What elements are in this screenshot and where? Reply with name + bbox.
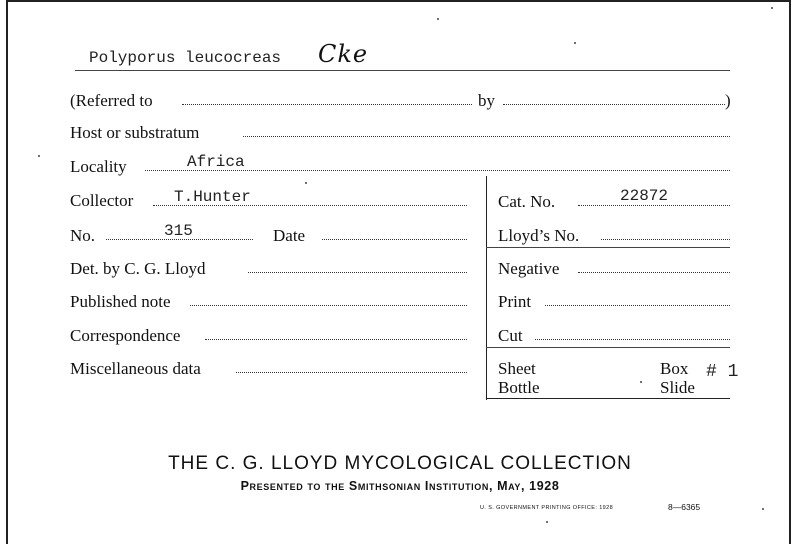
correspondence-field: [205, 339, 467, 340]
locality-value: Africa: [187, 153, 245, 171]
scan-speck: [771, 7, 773, 9]
by-field: [503, 104, 725, 105]
catalog-box-left: [486, 176, 487, 400]
lloyds-no-label: Lloyd’s No.: [498, 226, 580, 245]
cat-no-value: 22872: [620, 187, 669, 205]
species-name: Polyporus leucocreas: [89, 49, 282, 67]
locality-field: [145, 170, 730, 171]
scan-speck: [640, 381, 642, 383]
locality-label: Locality: [70, 157, 127, 176]
cat-no-field: [578, 205, 730, 206]
correspondence-label: Correspondence: [70, 326, 181, 345]
misc-data-label: Miscellaneous data: [70, 359, 201, 378]
by-label: by: [478, 91, 495, 110]
det-by-field: [248, 272, 467, 273]
collector-value: T.Hunter: [174, 188, 251, 206]
scan-speck: [762, 508, 764, 510]
lloyds-divider: [486, 247, 730, 248]
scan-speck: [305, 182, 307, 184]
scan-speck: [546, 521, 548, 523]
print-label: Print: [498, 292, 532, 311]
slide-label: Slide: [660, 378, 695, 397]
referred-to-field: [182, 104, 472, 105]
printer-imprint: U. S. GOVERNMENT PRINTING OFFICE: 1928: [480, 505, 614, 511]
cut-label: Cut: [498, 326, 523, 345]
scan-speck: [38, 155, 40, 157]
date-field: [322, 239, 467, 240]
published-note-field: [190, 305, 467, 306]
collector-label: Collector: [70, 191, 134, 210]
no-value: 315: [164, 222, 193, 240]
no-label: No.: [70, 226, 96, 245]
form-number: 8—6365: [668, 502, 701, 512]
card-top-edge: [6, 0, 791, 2]
collection-title: THE C. G. LLOYD MYCOLOGICAL COLLECTION: [168, 453, 632, 474]
print-field: [545, 305, 730, 306]
box-number-value: # 1: [706, 362, 739, 382]
date-label: Date: [273, 226, 306, 245]
misc-data-field: [236, 372, 467, 373]
scan-speck: [574, 42, 576, 44]
closing-paren: ): [725, 91, 731, 110]
cat-no-label: Cat. No.: [498, 192, 556, 211]
cut-field: [535, 339, 730, 340]
host-label: Host or substratum: [70, 123, 200, 142]
collector-field: [153, 205, 467, 206]
species-line: [75, 70, 730, 71]
referred-to-label: (Referred to: [70, 91, 153, 110]
negative-field: [578, 272, 730, 273]
bottle-label: Bottle: [498, 378, 540, 397]
host-field: [243, 136, 730, 137]
collection-subtitle: Presented to the Smithsonian Institution, May, 1928: [240, 479, 560, 493]
box-label: Box: [660, 359, 689, 378]
published-note-label: Published note: [70, 292, 171, 311]
catalog-box-bottom: [486, 398, 730, 399]
det-by-label: Det. by C. G. Lloyd: [70, 259, 206, 278]
no-field: [106, 239, 253, 240]
negative-label: Negative: [498, 259, 560, 278]
lloyds-no-field: [601, 239, 730, 240]
sheet-label: Sheet: [498, 359, 536, 378]
species-author-handwritten: Cke: [318, 40, 369, 68]
cut-divider: [486, 347, 730, 348]
scan-speck: [437, 18, 439, 20]
